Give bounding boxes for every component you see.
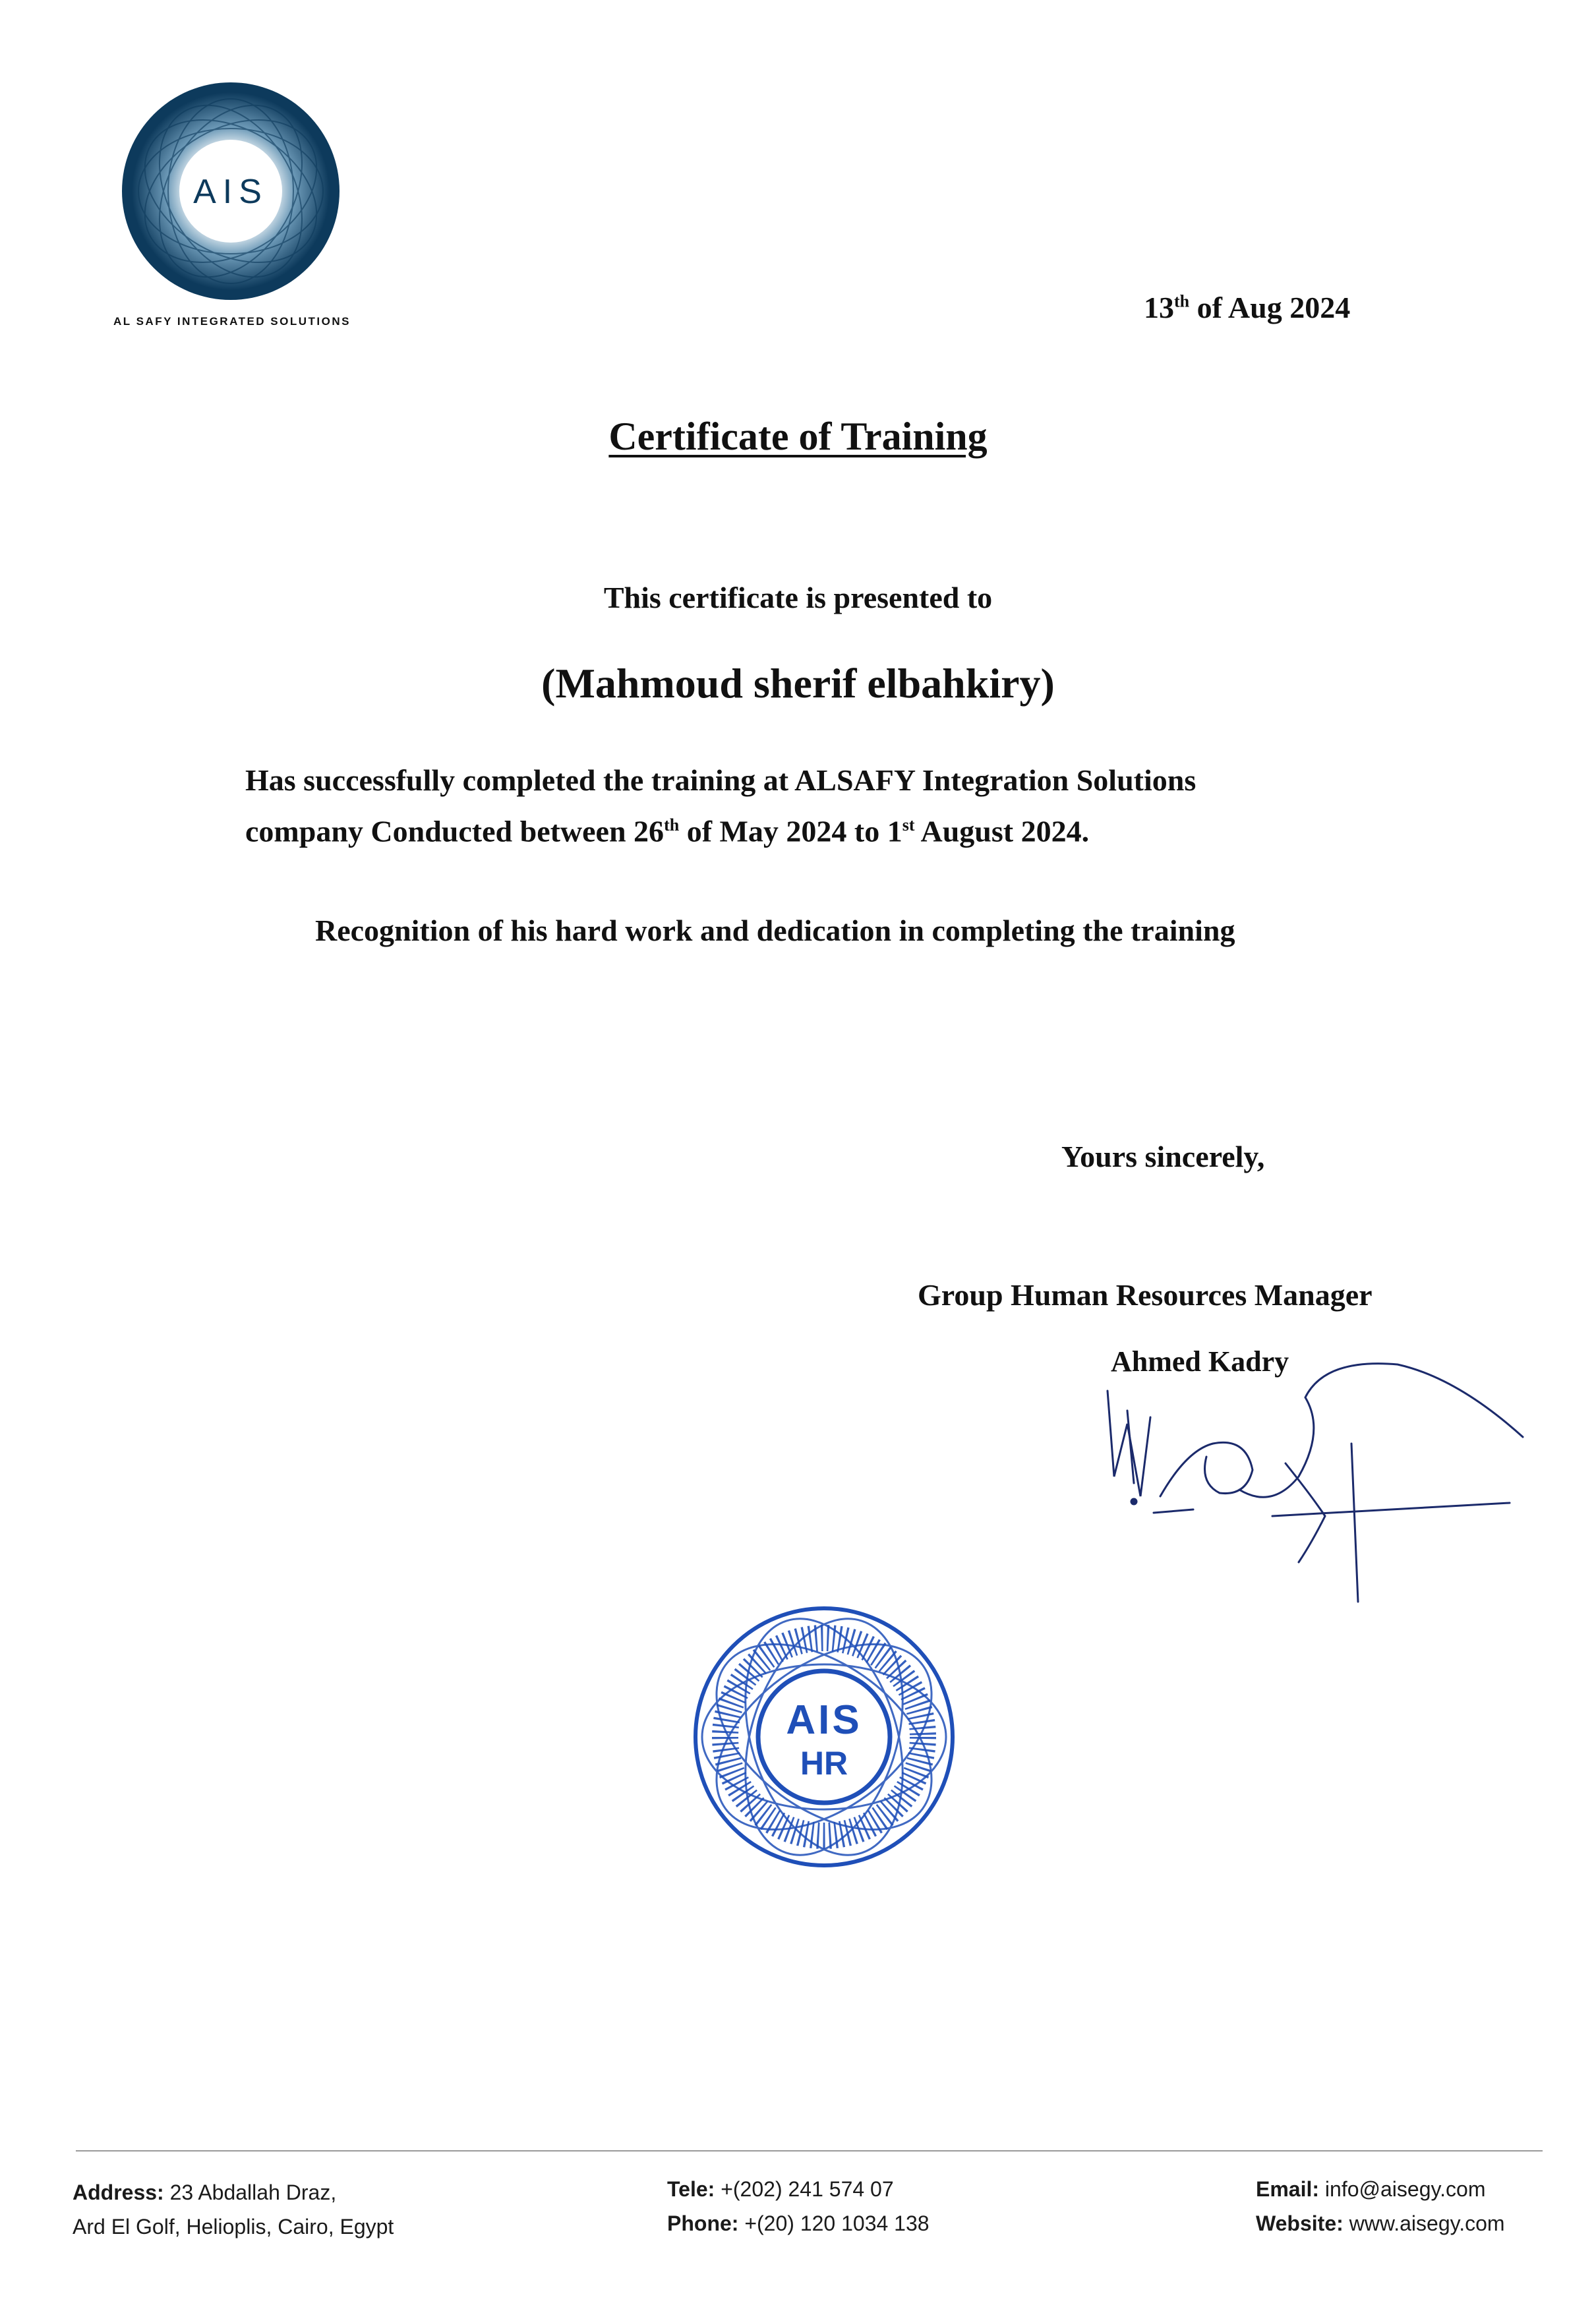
footer-divider bbox=[76, 2150, 1543, 2152]
completion-line-1: Has successfully completed the training at ALSAFY Integration Solutions bbox=[245, 763, 1197, 797]
stamp-text-2: HR bbox=[800, 1745, 848, 1782]
footer-contact: Email: info@aisegy.com Website: www.aisegy.com bbox=[1256, 2177, 1505, 2235]
signer-role: Group Human Resources Manager bbox=[918, 1278, 1373, 1312]
signer-name: Ahmed Kadry bbox=[1111, 1345, 1289, 1378]
stamp-text-1: AIS bbox=[786, 1697, 862, 1743]
website-link[interactable]: www.aisegy.com bbox=[1343, 2211, 1505, 2235]
issue-date: 13th of Aug 2024 bbox=[1144, 291, 1351, 324]
closing-salutation: Yours sincerely, bbox=[1061, 1140, 1265, 1173]
company-logo bbox=[119, 79, 343, 303]
presented-to-text: This certificate is presented to bbox=[603, 581, 993, 614]
completion-line-2: company Conducted between 26th of May 2024 to 1st August 2024. bbox=[245, 814, 1090, 848]
recognition-text: Recognition of his hard work and dedication in completing the training bbox=[315, 914, 1235, 947]
footer-address: Address: 23 Abdallah Draz, Ard El Golf, Helioplis, Cairo, Egypt bbox=[73, 2181, 394, 2239]
handwritten-signature bbox=[1088, 1345, 1536, 1635]
logo-caption: AL SAFY INTEGRATED SOLUTIONS bbox=[113, 315, 351, 328]
footer-phones: Tele: +(202) 241 574 07 Phone: +(20) 120 1034 138 bbox=[667, 2177, 930, 2235]
certificate-title: Certificate of Training bbox=[608, 415, 988, 458]
hr-stamp bbox=[686, 1589, 962, 1885]
recipient-name: (Mahmoud sherif elbahkiry) bbox=[541, 660, 1055, 707]
completion-text bbox=[245, 758, 1196, 854]
email-link[interactable]: info@aisegy.com bbox=[1319, 2177, 1486, 2201]
logo-text: AIS bbox=[193, 173, 268, 211]
